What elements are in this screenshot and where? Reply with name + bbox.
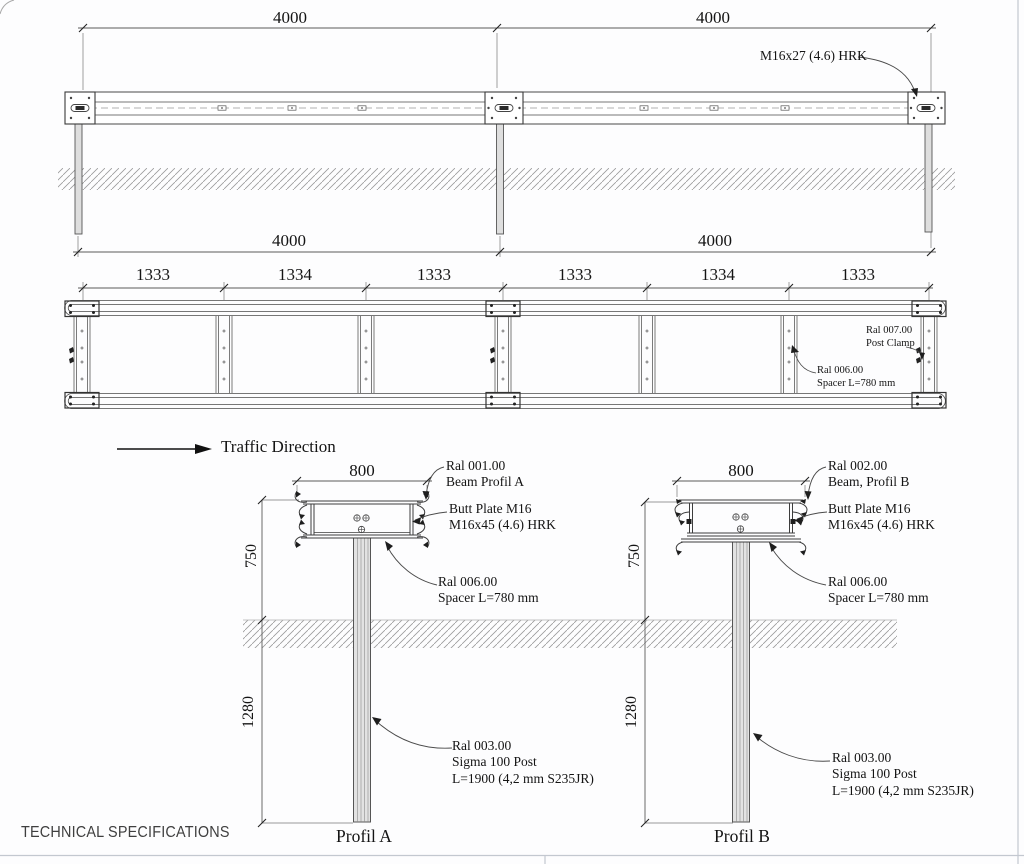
guardrail-post bbox=[75, 124, 82, 234]
spacer-b-label bbox=[828, 574, 929, 607]
profil-a-caption: Profil A bbox=[336, 826, 392, 846]
dim-4000-top-left: 4000 bbox=[273, 8, 307, 27]
dim-800-b: 800 bbox=[728, 461, 754, 480]
dim-750-a: 750 bbox=[243, 544, 260, 568]
traffic-direction-label: Traffic Direction bbox=[221, 437, 336, 456]
dim-800-a: 800 bbox=[349, 461, 375, 480]
guardrail-post bbox=[497, 124, 504, 234]
sigma-post-b bbox=[733, 542, 750, 822]
spacer-bar bbox=[639, 316, 655, 393]
splice-plate-left bbox=[65, 92, 95, 124]
spacer-bar bbox=[74, 316, 90, 393]
dim-1280-b: 1280 bbox=[623, 696, 640, 728]
post-clamp-assembly bbox=[486, 301, 520, 408]
post-a-label bbox=[452, 738, 594, 787]
butt-plate-a-line2: M16x45 (4.6) HRK bbox=[449, 517, 556, 533]
beam-a-label-line1: Ral 001.00 bbox=[446, 458, 506, 473]
profil-b-caption: Profil B bbox=[714, 826, 770, 846]
dim-1333-4: 1333 bbox=[558, 265, 592, 284]
plan-spacer-label-line1: Ral 006.00 bbox=[817, 365, 864, 376]
post-clamp-label bbox=[866, 324, 915, 350]
post-b-label bbox=[832, 750, 974, 799]
post-clamp-label-line1: Ral 007.00 bbox=[866, 325, 913, 336]
plan-view bbox=[65, 282, 946, 409]
dim-4000-top-right: 4000 bbox=[696, 8, 730, 27]
spacer-a-line1: Ral 006.00 bbox=[438, 574, 498, 589]
spacer-a-line2: Spacer L=780 mm bbox=[438, 590, 539, 606]
plan-rail-bottom bbox=[65, 394, 946, 409]
ground-hatch-elevation bbox=[58, 168, 955, 190]
spacer-bar bbox=[216, 316, 232, 393]
traffic-direction-arrow bbox=[117, 444, 212, 454]
profil-a-leaders bbox=[372, 467, 452, 748]
beam-a-label bbox=[446, 458, 524, 491]
butt-plate-a-label bbox=[449, 501, 556, 534]
spacer-bar bbox=[358, 316, 374, 393]
post-clamp-assembly bbox=[912, 301, 946, 408]
sigma-post-a bbox=[354, 538, 371, 822]
dim-1333-6: 1333 bbox=[841, 265, 875, 284]
post-clamp-assembly bbox=[65, 301, 99, 408]
plan-spacer-label-line2: Spacer L=780 mm bbox=[817, 378, 896, 390]
bolt-leader bbox=[858, 57, 918, 97]
dim-1280-a: 1280 bbox=[240, 696, 257, 728]
ground-hatch-sections bbox=[243, 620, 897, 648]
splice-plate-middle bbox=[485, 92, 523, 124]
butt-plate-b-line1: Butt Plate M16 bbox=[828, 501, 911, 516]
dim-1333-1: 1333 bbox=[136, 265, 170, 284]
splice-plate-right bbox=[908, 92, 945, 124]
post-a-line3: L=1900 (4,2 mm S235JR) bbox=[452, 770, 594, 786]
spacer-bar bbox=[781, 316, 797, 393]
dim-1333-3: 1333 bbox=[417, 265, 451, 284]
post-b-line2: Sigma 100 Post bbox=[832, 766, 917, 782]
dim-1334-5: 1334 bbox=[701, 265, 735, 284]
butt-plate-a-line1: Butt Plate M16 bbox=[449, 501, 532, 516]
plan-spacer-label bbox=[817, 364, 895, 390]
guardrail-post bbox=[925, 122, 932, 232]
bolt-spec-label: M16x27 (4.6) HRK bbox=[760, 48, 867, 63]
spacer-b-line1: Ral 006.00 bbox=[828, 574, 888, 589]
spacer-b-line2: Spacer L=780 mm bbox=[828, 590, 929, 606]
corner-fold-mark bbox=[0, 0, 14, 14]
post-clamp-label-line2: Post Clamp bbox=[866, 338, 915, 350]
beam-a-label-line2: Beam Profil A bbox=[446, 474, 524, 490]
profil-b-leaders bbox=[753, 467, 830, 761]
beam-b-label bbox=[828, 458, 909, 491]
butt-plate-b-label bbox=[828, 501, 935, 534]
spacer-a-label bbox=[438, 574, 539, 607]
page-title: TECHNICAL SPECIFICATIONS bbox=[21, 824, 230, 841]
post-b-line1: Ral 003.00 bbox=[832, 750, 892, 765]
beam-b-label-line1: Ral 002.00 bbox=[828, 458, 888, 473]
post-b-line3: L=1900 (4,2 mm S235JR) bbox=[832, 782, 974, 798]
beam-b-label-line2: Beam, Profil B bbox=[828, 474, 910, 490]
dim-750-b: 750 bbox=[626, 544, 643, 568]
plan-rail-top bbox=[65, 301, 946, 316]
dim-4000-bottom-right: 4000 bbox=[698, 231, 732, 250]
post-a-line1: Ral 003.00 bbox=[452, 738, 512, 753]
dim-1334-2: 1334 bbox=[278, 265, 312, 284]
butt-plate-b-line2: M16x45 (4.6) HRK bbox=[828, 517, 935, 533]
post-a-line2: Sigma 100 Post bbox=[452, 754, 537, 770]
dim-4000-bottom-left: 4000 bbox=[272, 231, 306, 250]
spacer-bar bbox=[495, 316, 511, 393]
